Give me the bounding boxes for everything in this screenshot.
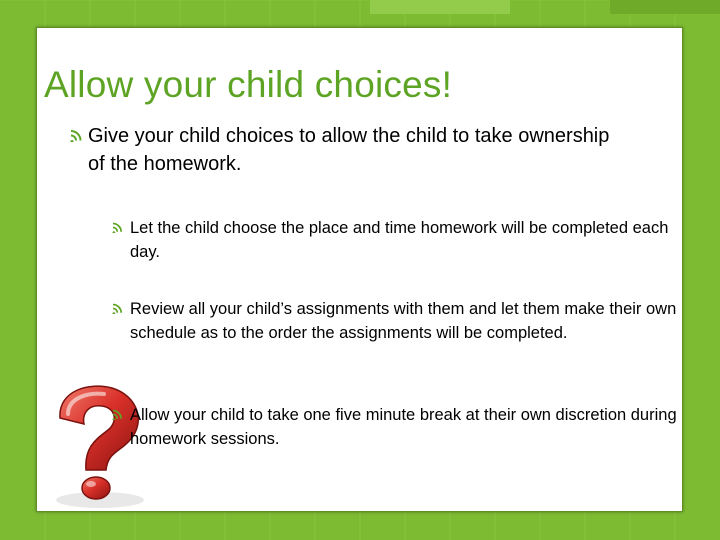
- sub-bullet-text: Review all your child’s assignments with them and let them make their own schedule as to the order the assignments will be completed.: [130, 300, 677, 342]
- sub-bullet-1: [112, 216, 682, 264]
- wifi-arc-bullet-icon: [112, 221, 126, 233]
- sub-bullet-text: Let the child choose the place and time homework will be completed each day.: [130, 219, 669, 261]
- wifi-arc-bullet-icon: [70, 128, 86, 142]
- sub-bullet-text: Allow your child to take one five minute break at their own discretion during homework sessions.: [130, 406, 677, 448]
- slide-title: Allow your child choices!: [44, 64, 453, 105]
- wifi-arc-bullet-icon: [112, 408, 126, 420]
- sub-bullet-3: [112, 403, 682, 451]
- wifi-arc-bullet-icon: [112, 302, 126, 314]
- sub-bullet-2: [112, 297, 682, 345]
- main-bullet-text: Give your child choices to allow the child to take ownership of the homework.: [88, 125, 610, 175]
- main-bullet: [70, 122, 630, 178]
